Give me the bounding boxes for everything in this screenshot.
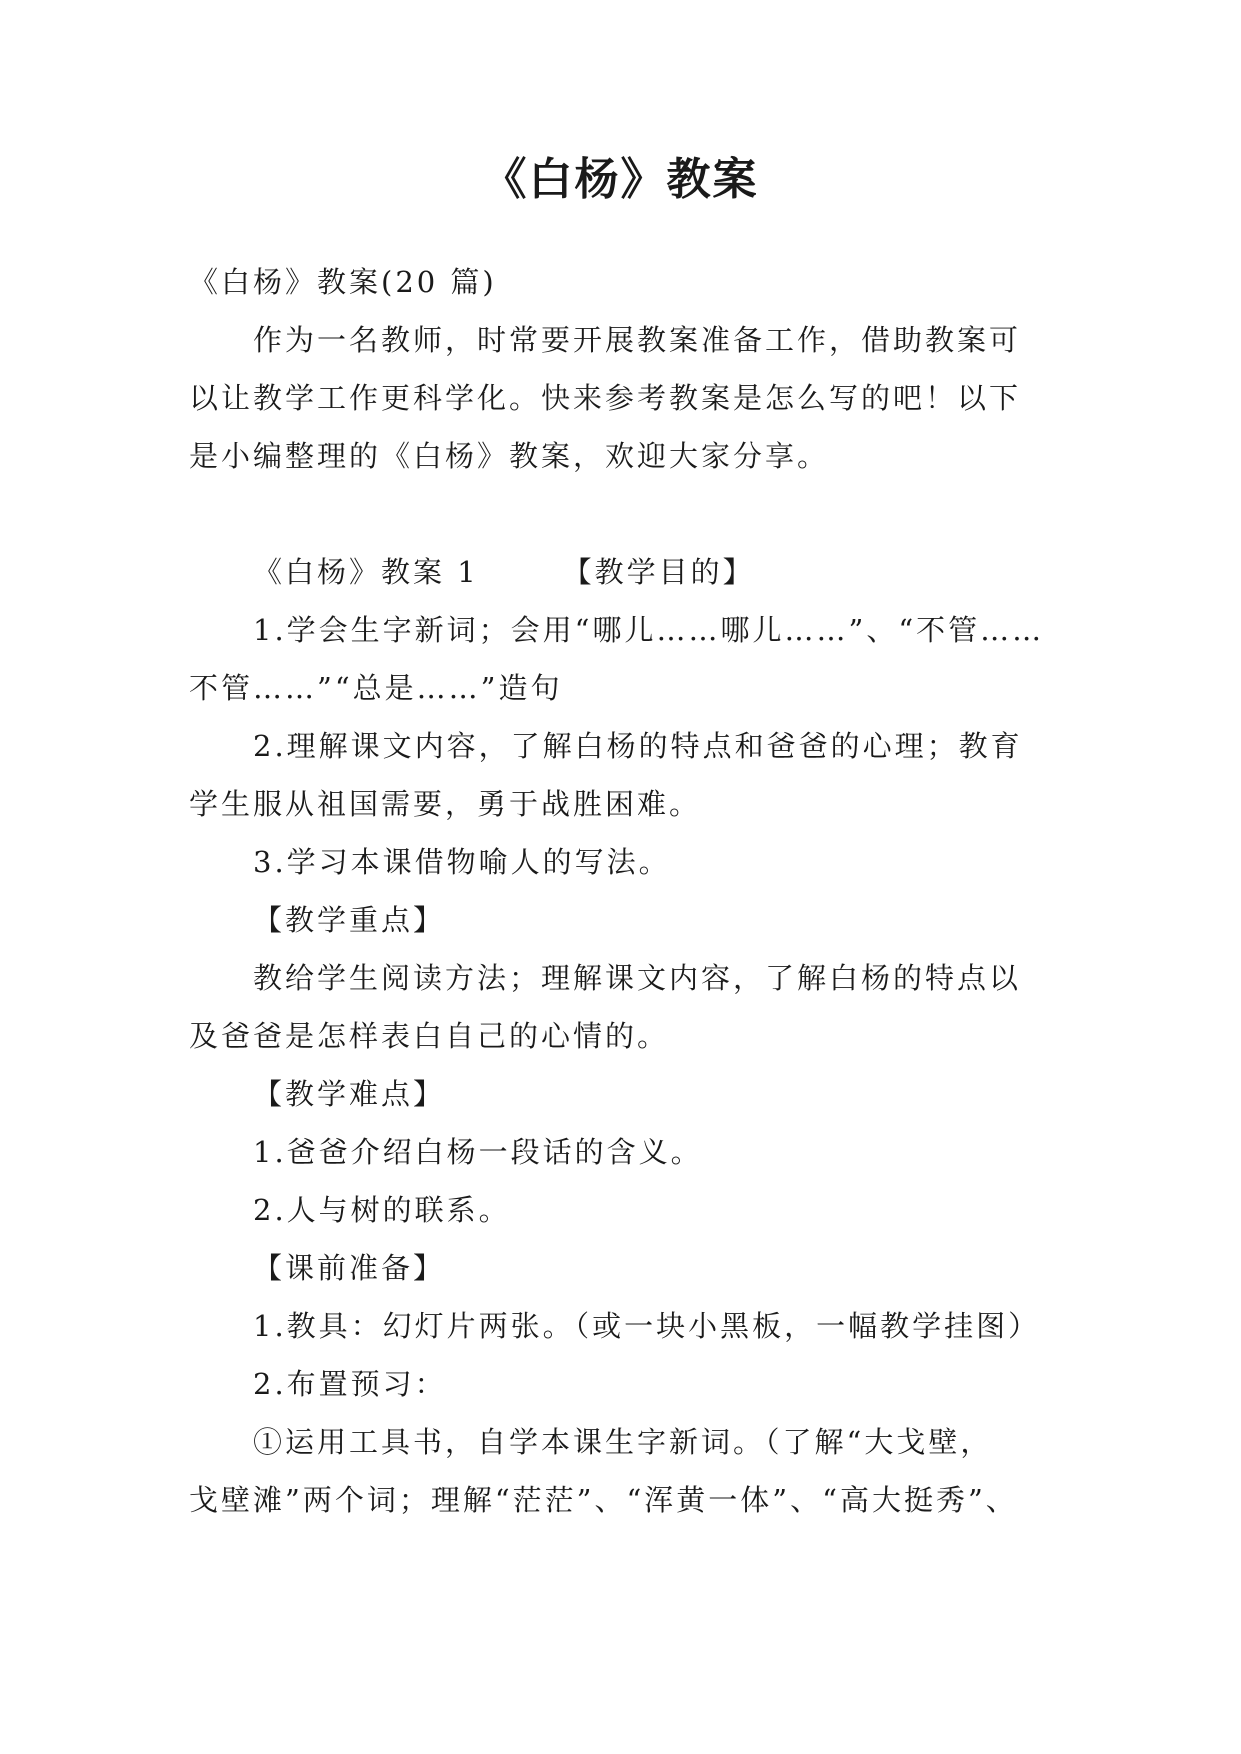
intro-line: 是小编整理的《白杨》教案，欢迎大家分享。	[189, 439, 830, 473]
body-line: 2.布置预习：	[253, 1367, 447, 1401]
body-line: 戈壁滩”两个词；理解“茫茫”、“浑黄一体”、“高大挺秀”、	[189, 1483, 1018, 1517]
body-line: 【教学重点】	[253, 903, 446, 937]
intro-line: 以让教学工作更科学化。快来参考教案是怎么写的吧！以下	[189, 381, 1022, 415]
document-body	[189, 253, 1059, 1529]
intro-line: 作为一名教师，时常要开展教案准备工作，借助教案可	[253, 323, 1022, 357]
body-line: 及爸爸是怎样表白自己的心情的。	[189, 1019, 670, 1053]
document-subtitle: 《白杨》教案(20 篇)	[189, 265, 497, 299]
body-line: 教给学生阅读方法；理解课文内容，了解白杨的特点以	[253, 961, 1022, 995]
body-line: 1.爸爸介绍白杨一段话的含义。	[253, 1135, 703, 1169]
body-line: 1.教具：幻灯片两张。（或一块小黑板，一幅教学挂图）	[253, 1309, 1041, 1343]
body-line: 2.理解课文内容，了解白杨的特点和爸爸的心理；教育	[253, 729, 1023, 763]
body-line: 【课前准备】	[253, 1251, 446, 1285]
body-line: 3.学习本课借物喻人的写法。	[253, 845, 671, 879]
section-content	[189, 601, 1059, 1529]
section-heading: 《白杨》教案 1	[253, 555, 479, 589]
body-line: 【教学难点】	[253, 1077, 446, 1111]
body-line: 2.人与树的联系。	[253, 1193, 511, 1227]
body-line: 学生服从祖国需要，勇于战胜困难。	[189, 787, 702, 821]
body-line: ①运用工具书，自学本课生字新词。（了解“大戈壁，	[253, 1425, 993, 1459]
body-line: 1.学会生字新词；会用“哪儿……哪儿……”、“不管……	[253, 613, 1045, 647]
section-heading-row	[189, 543, 1059, 601]
objective-label: 【教学目的】	[562, 555, 755, 589]
blank-line	[189, 485, 1059, 543]
document-title: 《白杨》教案	[482, 154, 759, 205]
body-line: 不管……”“总是……”造句	[189, 671, 563, 705]
